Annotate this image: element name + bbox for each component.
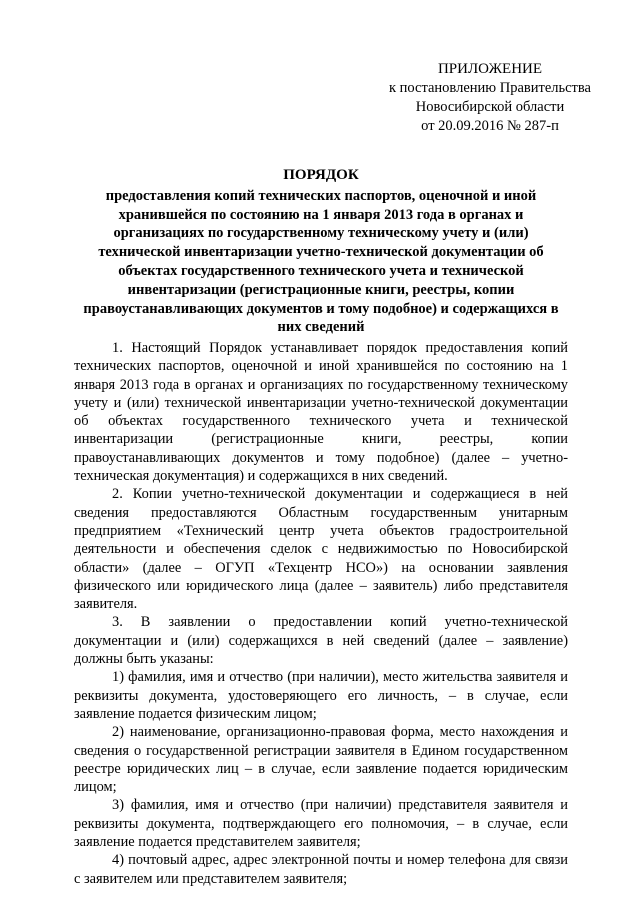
appendix-block — [380, 60, 600, 136]
appendix-line-date: от 20.09.2016 № 287-п — [421, 118, 559, 134]
appendix-line-region: Новосибирской области — [415, 99, 565, 115]
document-body — [74, 339, 568, 888]
paragraph-3: 3. В заявлении о предоставлении копий учетно-технической документации и (или) содержащихся в ней сведений (далее – заявление) должны быть указаны: — [74, 614, 568, 668]
list-item-1: 1) фамилия, имя и отчество (при наличии), место жительства заявителя и реквизиты документа, удостоверяющего его личность, – в случае, если заявление подается физическим лицом; — [74, 669, 568, 722]
appendix-line-resolution: к постановлению Правительства — [389, 80, 591, 96]
appendix-heading: ПРИЛОЖЕНИЕ — [437, 61, 543, 77]
list-item-3: 3) фамилия, имя и отчество (при наличии) представителя заявителя и реквизиты документа, подтверждающего его полномочия, – в случае, если заявление подается представителем заявителя; — [74, 797, 568, 851]
paragraph-2: 2. Копии учетно-технической документации и содержащиеся в ней сведения предоставляются Областным государственным унитарным предприятием «Технический центр учета объектов градостроительной деятельности и обеспечения сделок с недвижимостью по Новосибирской области» (далее – ОГУП «Техцентр НСО») на основании заявления физического или юридического лица (далее – заявитель) либо представителя заявителя. — [74, 486, 568, 613]
document-title: ПОРЯДОК — [283, 167, 359, 183]
list-item-4: 4) почтовый адрес, адрес электронной почты и номер телефона для связи с заявителем или представителем заявителя; — [74, 852, 568, 887]
document-title-block — [76, 166, 566, 337]
list-item-2: 2) наименование, организационно-правовая форма, место нахождения и сведения о государственной регистрации заявителя в Едином государственном реестре юридических лиц – в случае, если заявление подается юридическим лицом; — [74, 724, 568, 796]
paragraph-1: 1. Настоящий Порядок устанавливает порядок предоставления копий технических паспортов, оценочной и иной хранившейся по состоянию на 1 января 2013 года в органах и организациях по государственному техническому учету и (или) технической инвентаризации учетно-технической документации об объектах государственного технического учета и технической инвентаризации (регистрационные книги, реестры, копии правоустанавливающих документов и тому подобное) (далее – учетно-техническая документация) и содержащихся в них сведений. — [74, 340, 568, 485]
document-subtitle: предоставления копий технических паспортов, оценочной и иной хранившейся по состоянию на 1 января 2013 года в органах и организациях по государственному техническому учету и (или) технической инвентаризации учетно-технической документации об объектах государственного технического учета и технической инвентаризации (регистрационные книги, реестры, копии правоустанавливающих документов и тому подобное) и содержащихся в них сведений — [83, 187, 559, 336]
